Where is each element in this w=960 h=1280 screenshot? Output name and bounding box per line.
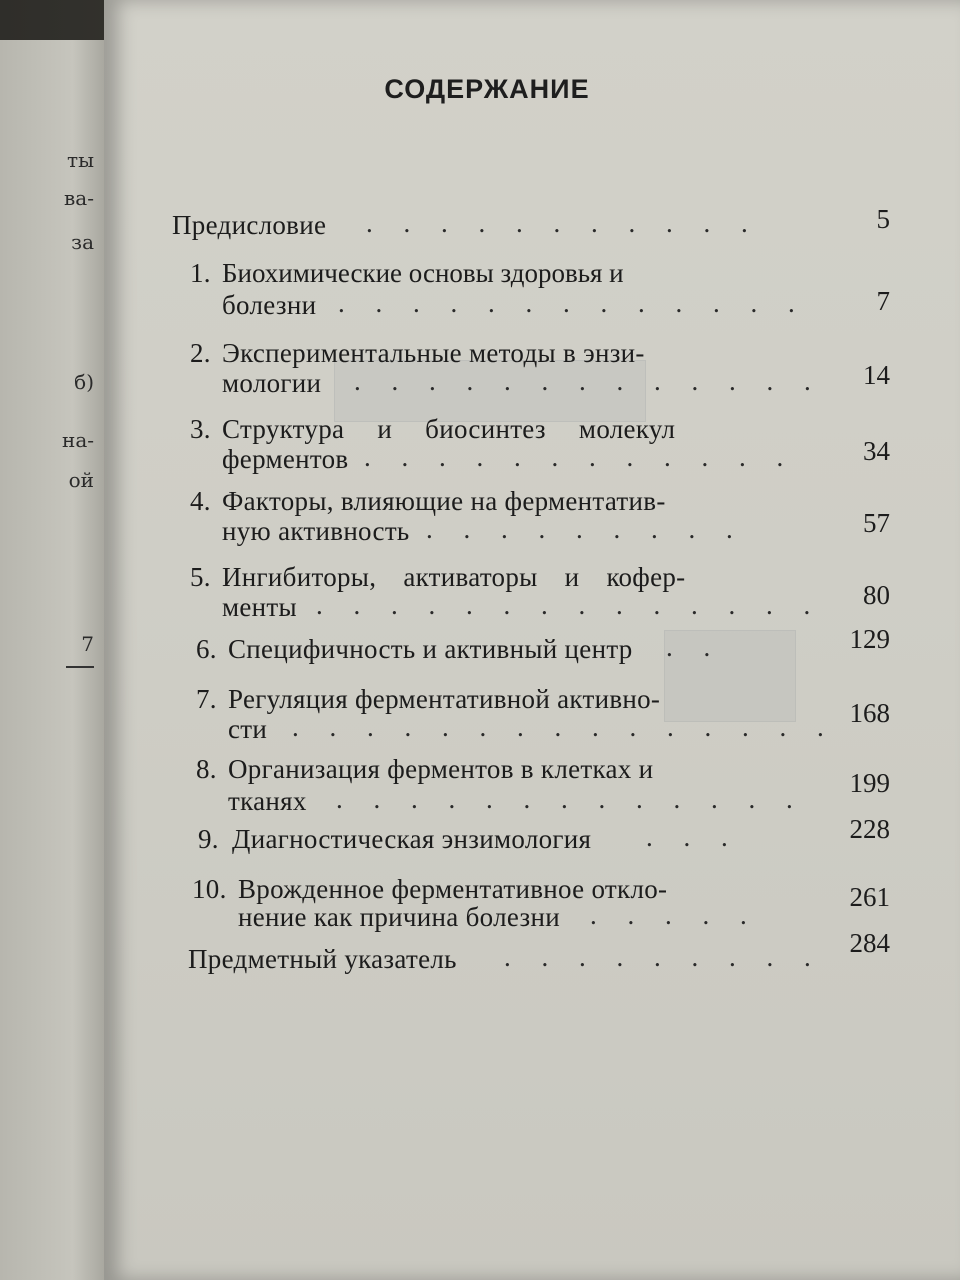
contents-page — [104, 0, 960, 1280]
toc-chapter-title-line: менты — [222, 592, 297, 622]
toc-index-page: 284 — [849, 928, 890, 958]
leader-dots: . . . . . . . . . . . . . . . — [292, 712, 836, 742]
toc-chapter-number: 8. — [196, 754, 217, 784]
leader-dots: . . . — [646, 822, 740, 852]
left-page-fragment: ва- — [64, 186, 94, 210]
leader-dots: . . . . . . . . . . . . . . — [316, 590, 823, 620]
toc-chapter-number: 2. — [190, 338, 211, 368]
left-page-fragment: за — [71, 230, 94, 254]
toc-chapter-title-line: ферментов — [222, 444, 349, 474]
left-page-edge — [0, 40, 104, 1280]
toc-chapter-title-line: Организация ферментов в клетках и — [228, 754, 654, 784]
leader-dots: . . . . . . . . . . . . . — [354, 366, 823, 396]
leader-dots: . . — [666, 632, 723, 662]
toc-chapter-page: 34 — [863, 436, 890, 466]
toc-chapter-title-line: Регуляция ферментативной активно- — [228, 684, 661, 714]
toc-chapter-page: 228 — [849, 814, 890, 844]
toc-chapter-title-line — [222, 258, 718, 289]
toc-chapter-page: 57 — [863, 508, 890, 538]
left-page-rule — [66, 666, 94, 668]
toc-chapter-title-line: мологии — [222, 368, 322, 398]
toc-chapter-title-line: Врожденное ферментативное откло- — [238, 874, 668, 904]
toc-chapter-number: 10. — [192, 874, 227, 904]
toc-chapter-title-line: Структура и биосинтез молекул — [222, 414, 676, 444]
toc-chapter-number: 1. — [190, 258, 211, 288]
toc-chapter-number: 3. — [190, 414, 211, 444]
leader-dots: . . . . . . . . . . . — [366, 208, 760, 238]
toc-preface-page: 5 — [876, 204, 890, 234]
toc-chapter-title-line: Экспериментальные методы в энзи- — [222, 338, 645, 368]
toc-chapter-number: 6. — [196, 634, 217, 664]
page-title: СОДЕРЖАНИЕ — [384, 74, 590, 104]
toc-chapter-title-line: болезни — [222, 290, 317, 320]
leader-dots: . . . . . . . . . . . . — [364, 442, 796, 472]
leader-dots: . . . . . . . . . . . . . — [336, 784, 805, 814]
toc-chapter-title-line: Факторы, влияющие на ферментатив- — [222, 486, 666, 516]
leader-dots: . . . . . — [590, 900, 759, 930]
toc-chapter-title-line: Диагностическая энзимология — [232, 824, 592, 854]
toc-chapter-title-line: Ингибиторы, активаторы и кофер- — [222, 562, 686, 592]
toc-chapter-number: 9. — [198, 824, 219, 854]
toc-preface-title: Предисловие — [172, 210, 327, 240]
toc-index-title: Предметный указатель — [188, 944, 457, 974]
left-page-fragment: на- — [61, 428, 94, 452]
left-page-fragment: ты — [67, 148, 94, 172]
toc-chapter-title-line: ную активность — [222, 516, 410, 546]
leader-dots: . . . . . . . . . — [504, 942, 823, 972]
left-page-fragment: 7 — [81, 632, 94, 656]
toc-chapter-page: 199 — [849, 768, 890, 798]
toc-chapter-title-line: тканях — [228, 786, 307, 816]
toc-chapter-number: 7. — [196, 684, 217, 714]
toc-chapter-title-line: нение как причина болезни — [238, 902, 560, 932]
toc-chapter-page: 7 — [876, 286, 890, 316]
toc-chapter-title-line: Специфичность и активный центр — [228, 634, 633, 664]
toc-chapter-number: 5. — [190, 562, 211, 592]
toc-chapter-page: 168 — [849, 698, 890, 728]
toc-chapter-title-line: сти — [228, 714, 268, 744]
left-page-fragment: ой — [68, 468, 94, 492]
toc-chapter-page: 261 — [849, 882, 890, 912]
leader-dots: . . . . . . . . . . . . . — [338, 288, 807, 318]
toc-chapter-page: 129 — [849, 624, 890, 654]
toc-chapter-number: 4. — [190, 486, 211, 516]
left-page-fragment: б) — [74, 370, 94, 394]
toc-chapter-page: 80 — [863, 580, 890, 610]
toc-chapter-title-text: Биохимические основы здоровья и — [222, 258, 624, 288]
leader-dots: . . . . . . . . . — [426, 514, 745, 544]
toc-chapter-page: 14 — [863, 360, 890, 390]
